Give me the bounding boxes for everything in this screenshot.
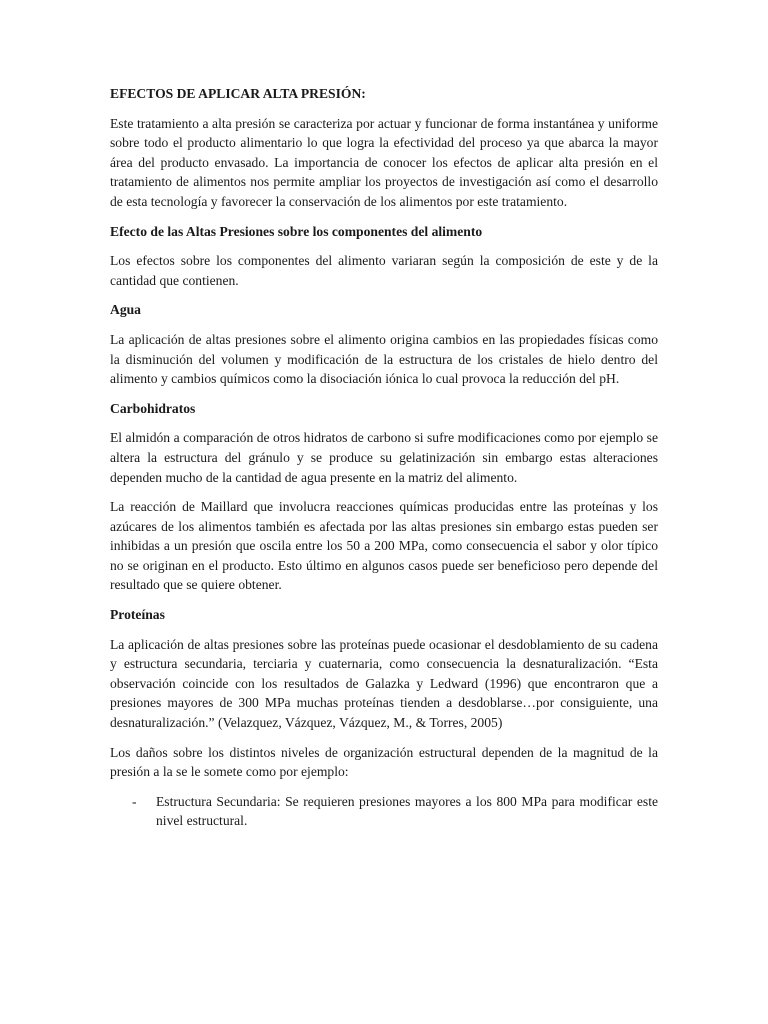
section-heading-agua: Agua	[110, 302, 141, 318]
components-paragraph: Los efectos sobre los componentes del alimento variaran según la composición de este y de la cantidad que contienen.	[110, 253, 658, 288]
section-heading-components: Efecto de las Altas Presiones sobre los componentes del alimento	[110, 223, 483, 239]
document-title: EFECTOS DE APLICAR ALTA PRESIÓN:	[110, 86, 366, 101]
carbohidratos-paragraph-1: El almidón a comparación de otros hidratos de carbono si sufre modificaciones como por ejemplo se altera la estructura del gránulo y se produce su gelatinización sin embargo estas alteraciones dependen mucho de la cantidad de agua presente en la matriz del alimento.	[110, 430, 658, 485]
structure-list	[110, 792, 658, 831]
list-bullet: -	[132, 793, 137, 809]
intro-paragraph: Este tratamiento a alta presión se caracteriza por actuar y funcionar de forma instantánea y uniforme sobre todo el producto alimentario lo que logra la efectividad del proceso ya que abarca la mayor área del producto envasado. La importancia de conocer los efectos de aplicar alta presión en el tratamiento de alimentos nos permite ampliar los proyectos de investigación así como el desarrollo de esta tecnología y favorecer la conservación de los alimentos por este tratamiento.	[110, 115, 658, 209]
proteinas-paragraph-1: La aplicación de altas presiones sobre las proteínas puede ocasionar el desdoblamiento de su cadena y estructura secundaria, terciaria y cuaternaria, como consecuencia la desnaturalización. “Esta observación coincide con los resultados de Galazka y Ledward (1996) que encontraron que a presiones mayores de 300 MPa muchas proteínas tienden a desdoblarse…por consiguiente, una desnaturalización.” (Velazquez, Vázquez, Vázquez, M., & Torres, 2005)	[110, 636, 658, 731]
list-item	[110, 792, 658, 831]
section-heading-proteinas: Proteínas	[110, 607, 165, 623]
list-item-text: Estructura Secundaria: Se requieren presiones mayores a los 800 MPa para modificar este nivel estructural.	[156, 793, 658, 829]
carbohidratos-paragraph-2: La reacción de Maillard que involucra reacciones químicas producidas entre las proteínas y los azúcares de los alimentos también es afectada por las altas presiones sin embargo estas pueden ser inhibidas a un presión que oscila entre los 50 a 200 MPa, como consecuencia el sabor y olor típico no se originan en el producto. Esto último en algunos casos puede ser beneficioso pero depende del resultado que se quiere obtener.	[110, 499, 658, 593]
section-heading-carbohidratos: Carbohidratos	[110, 400, 196, 416]
proteinas-paragraph-2: Los daños sobre los distintos niveles de organización estructural dependen de la magnitud de la presión a la se le somete como por ejemplo:	[110, 744, 658, 780]
document-body	[110, 84, 658, 831]
agua-paragraph: La aplicación de altas presiones sobre el alimento origina cambios en las propiedades físicas como la disminución del volumen y modificación de la estructura de los cristales de hielo dentro del alimento y cambios químicos como la disociación iónica lo cual provoca la reducción del pH.	[110, 331, 658, 387]
